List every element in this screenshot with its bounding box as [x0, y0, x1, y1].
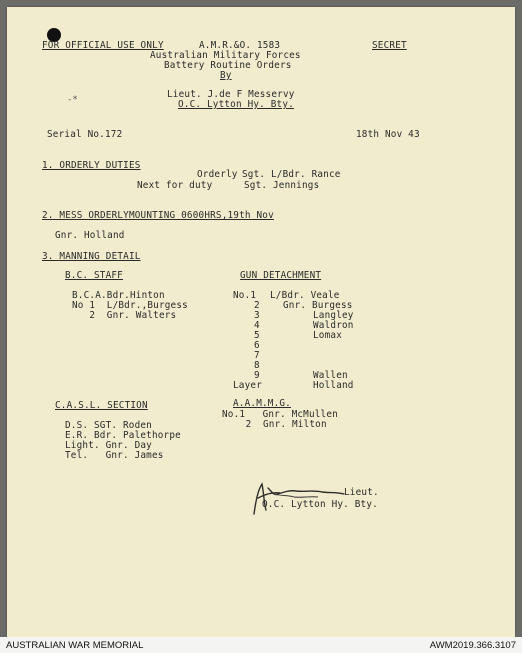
order-date: 18th Nov 43 [356, 129, 420, 140]
signature-title: O.C. Lytton Hy. Bty. [262, 499, 378, 510]
official-use-heading: FOR OFFICIAL USE ONLY [42, 40, 164, 51]
secret-classification: SECRET [372, 40, 407, 51]
gun-name: L/Bdr. Veale [270, 290, 340, 301]
gun-number: 8 [254, 360, 260, 371]
header-line-1: Australian Military Forces [150, 50, 301, 61]
gun-number: 2 [254, 300, 260, 311]
archive-name: AUSTRALIAN WAR MEMORIAL [6, 640, 144, 651]
gun-number: 3 [254, 310, 260, 321]
bc-staff-row: No 1 L/Bdr.,Burgess [72, 300, 188, 311]
archive-footer [0, 637, 522, 653]
aamg-row: 2 Gnr. Milton [234, 419, 327, 430]
gun-name: Langley [313, 310, 354, 321]
stray-ink-mark: -* [67, 95, 78, 105]
mess-orderly-name: Gnr. Holland [55, 230, 125, 241]
aamg-row: No.1 Gnr. McMullen [222, 409, 338, 420]
gun-name: Wallen [313, 370, 348, 381]
next-duty-label: Next for duty [137, 180, 213, 191]
bc-staff-heading: B.C. STAFF [65, 270, 123, 281]
gun-number: Layer [233, 380, 262, 391]
aamg-heading: A.A.M.M.G. [233, 398, 291, 409]
orderly-value: Sgt. L/Bdr. Rance [242, 169, 341, 180]
gun-name: Gnr. Burgess [283, 300, 353, 311]
gun-number: 7 [254, 350, 260, 361]
signature-rank: Lieut. [344, 487, 379, 498]
next-duty-value: Sgt. Jennings [244, 180, 320, 191]
gun-name: Holland [313, 380, 354, 391]
casl-row: E.R. Bdr. Palethorpe [65, 430, 181, 441]
section-3-title: 3. MANNING DETAIL [42, 251, 141, 262]
header-line-3: By [220, 70, 232, 81]
casl-row: Tel. Gnr. James [65, 450, 164, 461]
gun-number: 4 [254, 320, 260, 331]
section-1-title: 1. ORDERLY DUTIES [42, 160, 141, 171]
gun-name: Lomax [313, 330, 342, 341]
header-author-title: O.C. Lytton Hy. Bty. [178, 99, 294, 110]
gun-detachment-heading: GUN DETACHMENT [240, 270, 322, 281]
section-2-title: 2. MESS ORDERLYMOUNTING 0600HRS,19th Nov [42, 210, 274, 221]
gun-number: 9 [254, 370, 260, 381]
gun-number: No.1 [233, 290, 257, 301]
gun-number: 5 [254, 330, 260, 341]
orderly-label: Orderly [197, 169, 238, 180]
bc-staff-row: 2 Gnr. Walters [72, 310, 177, 321]
casl-section-heading: C.A.S.L. SECTION [55, 400, 148, 411]
amr-reference: A.M.R.&O. 1583 [199, 40, 281, 51]
header-author: Lieut. J.de F Messervy [167, 89, 295, 100]
header-line-2: Battery Routine Orders [164, 60, 292, 71]
gun-number: 6 [254, 340, 260, 351]
casl-row: D.S. SGT. Roden [65, 420, 152, 431]
handwritten-signature [244, 470, 354, 518]
bc-staff-row: B.C.A.Bdr.Hinton [72, 290, 165, 301]
gun-name: Waldron [313, 320, 354, 331]
archive-reference: AWM2019.366.3107 [429, 640, 516, 651]
casl-row: Light. Gnr. Day [65, 440, 152, 451]
serial-number: Serial No.172 [47, 129, 123, 140]
